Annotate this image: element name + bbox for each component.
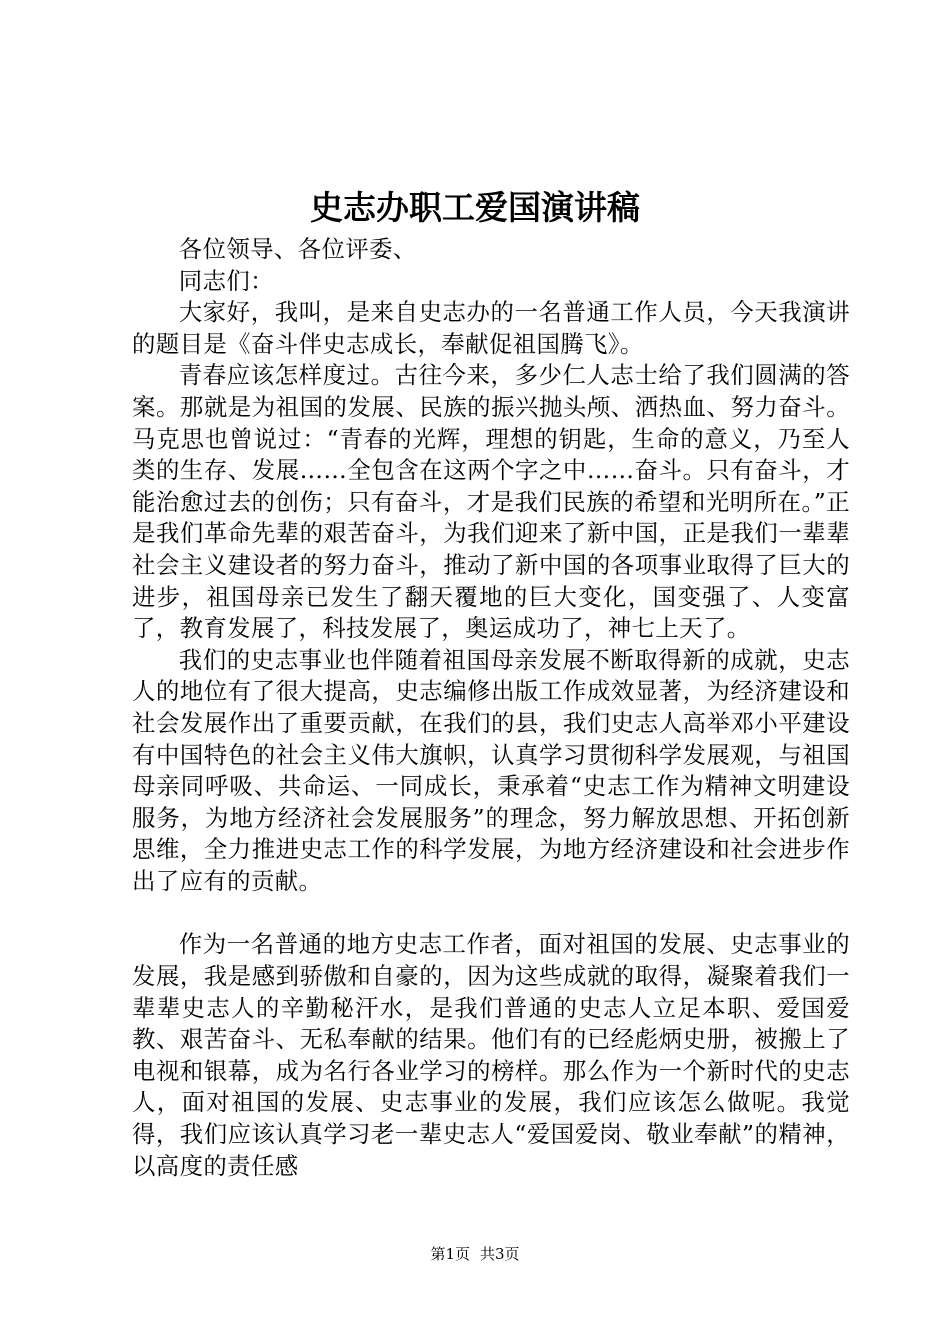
page-total: 共3页: [480, 1245, 520, 1263]
paragraph-gap: [132, 897, 850, 929]
paragraph-youth: 青春应该怎样度过。古往今来，多少仁人志士给了我们圆满的答案。那就是为祖国的发展、民族的振兴抛头颅、洒热血、努力奋斗。马克思也曾说过：“青春的光辉，理想的钥匙，生命的意义，乃至人类的生存、发展……全包含在这两个字之中……奋斗。只有奋斗，才能治愈过去的创伤；只有奋斗，才是我们民族的希望和光明所在。”正是我们革命先辈的艰苦奋斗，为我们迎来了新中国，正是我们一辈辈社会主义建设者的努力奋斗，推动了新中国的各项事业取得了巨大的进步，祖国母亲已发生了翻天覆地的巨大变化，国变强了、人变富了，教育发展了，科技发展了，奥运成功了，神七上天了。: [132, 361, 850, 643]
paragraph-role: 作为一名普通的地方史志工作者，面对祖国的发展、史志事业的发展，我是感到骄傲和自豪的，因为这些成就的取得，凝聚着我们一辈辈史志人的辛勤秘汗水，是我们普通的史志人立足本职、爱国爱教、艰苦奋斗、无私奉献的结果。他们有的已经彪炳史册，被搬上了电视和银幕，成为名行各业学习的榜样。那么作为一个新时代的史志人，面对祖国的发展、史志事业的发展，我们应该怎么做呢。我觉得，我们应该认真学习老一辈史志人“爱国爱岗、敬业奉献”的精神，以高度的责任感: [132, 930, 850, 1180]
paragraph-intro: 大家好，我叫，是来自史志办的一名普通工作人员，今天我演讲的题目是《奋斗伴史志成长，奉献促祖国腾飞》。: [132, 298, 850, 358]
document-title: 史志办职工爱国演讲稿: [310, 188, 640, 227]
document-body: [132, 234, 850, 1182]
paragraph-history-work: 我们的史志事业也伴随着祖国母亲发展不断取得新的成就，史志人的地位有了很大提高，史志编修出版工作成效显著，为经济建设和社会发展作出了重要贡献，在我们的县，我们史志人高举邓小平建设有中国特色的社会主义伟大旗帜，认真学习贯彻科学发展观，与祖国母亲同呼吸、共命运、一同成长，秉承着“史志工作为精神文明建设服务，为地方经济社会发展服务”的理念，努力解放思想、开拓创新思维，全力推进史志工作的科学发展，为地方经济建设和社会进步作出了应有的贡献。: [132, 645, 850, 895]
salutation-line-1: 各位领导、各位评委、: [178, 235, 417, 263]
page-number: 第1页: [430, 1245, 470, 1263]
salutation-line-2: 同志们：: [178, 266, 274, 295]
page-footer: [0, 1244, 950, 1264]
